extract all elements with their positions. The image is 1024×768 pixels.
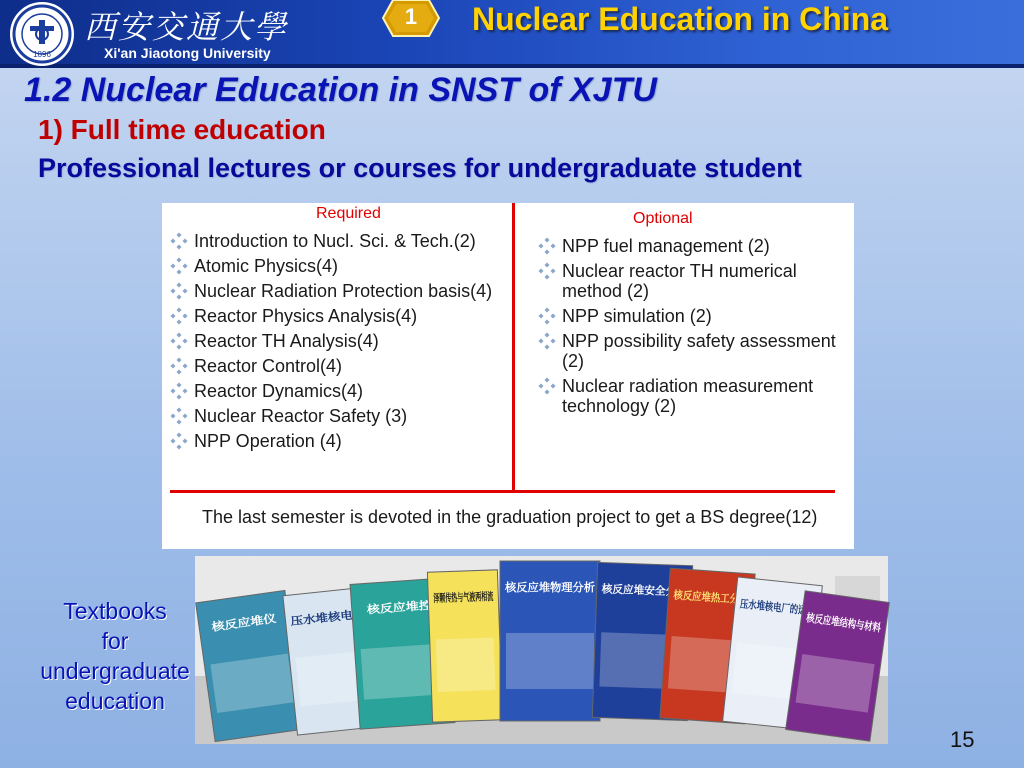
optional-course-list xyxy=(538,236,838,421)
diamond-bullet-icon xyxy=(172,284,186,298)
badge-number: 1 xyxy=(404,4,418,29)
optional-label: Nuclear radiation measurement technology (2) xyxy=(562,376,814,416)
header-divider xyxy=(0,64,1024,68)
diamond-bullet-icon xyxy=(540,239,554,253)
diamond-bullet-icon xyxy=(172,434,186,448)
required-item xyxy=(170,431,510,451)
textbook-title: 核反应堆安全分析 xyxy=(601,582,690,599)
optional-item xyxy=(538,236,838,256)
required-item xyxy=(170,406,510,426)
caption-line: for xyxy=(101,628,129,654)
optional-header: Optional xyxy=(633,210,693,227)
optional-label: NPP possibility safety assessment (2) xyxy=(562,331,836,371)
row-divider xyxy=(170,490,835,493)
textbook-cover xyxy=(500,561,600,721)
diamond-bullet-icon xyxy=(540,264,554,278)
textbook-title: 核反应堆控 xyxy=(366,599,423,617)
required-label: Reactor Dynamics(4) xyxy=(194,381,364,401)
diamond-bullet-icon xyxy=(172,384,186,398)
textbook-covers xyxy=(195,556,906,744)
graduation-note: The last semester is devoted in the graduation project to get a BS degree(12) xyxy=(202,507,818,527)
optional-item xyxy=(538,376,838,416)
required-item xyxy=(170,381,510,401)
column-divider xyxy=(512,203,515,491)
diamond-bullet-icon xyxy=(172,309,186,323)
page-number: 15 xyxy=(950,727,975,752)
diamond-bullet-icon xyxy=(172,259,186,273)
caption-line: Textbooks xyxy=(63,598,167,624)
required-label: Introduction to Nucl. Sci. & Tech.(2) xyxy=(194,231,476,251)
optional-item xyxy=(538,306,838,326)
university-name-en: Xi'an Jiaotong University xyxy=(104,45,271,61)
optional-item xyxy=(538,261,838,301)
optional-label: NPP fuel management (2) xyxy=(562,236,770,256)
caption-line: undergraduate xyxy=(40,658,190,684)
textbook-title: 压水堆核电厂的运行 xyxy=(739,597,840,621)
optional-label: NPP simulation (2) xyxy=(562,306,712,326)
required-label: Reactor TH Analysis(4) xyxy=(194,331,379,351)
diamond-bullet-icon xyxy=(540,309,554,323)
required-course-list xyxy=(170,231,510,456)
required-label: Reactor Physics Analysis(4) xyxy=(194,306,418,326)
required-label: Atomic Physics(4) xyxy=(194,256,339,276)
optional-label: Nuclear reactor TH numerical method (2) xyxy=(562,261,797,301)
textbook-title: 核反应堆物理分析 xyxy=(505,581,593,594)
textbooks-caption xyxy=(12,596,218,716)
required-item xyxy=(170,231,510,251)
subheading: 1) Full time education xyxy=(38,114,326,145)
required-label: Reactor Control(4) xyxy=(194,356,343,376)
optional-item xyxy=(538,331,838,371)
section-title: 1.2 Nuclear Education in SNST of XJTU xyxy=(24,71,657,109)
subtitle: Professional lectures or courses for undergraduate student xyxy=(38,153,802,183)
course-table xyxy=(162,203,854,549)
required-item xyxy=(170,256,510,276)
textbook-title: 泽颗传热与气液两相流 xyxy=(433,588,544,606)
textbook-cover xyxy=(427,570,544,722)
required-header: Required xyxy=(316,205,381,222)
header-title: Nuclear Education in China xyxy=(472,1,889,37)
logo-year: 1896 xyxy=(33,50,51,59)
required-item xyxy=(170,306,510,326)
required-item xyxy=(170,281,510,301)
required-label: Nuclear Radiation Protection basis(4) xyxy=(194,281,493,301)
required-item xyxy=(170,331,510,351)
textbook-title: 核反应堆结构与材料 xyxy=(805,611,906,638)
textbooks-photo xyxy=(195,556,906,744)
diamond-bullet-icon xyxy=(540,379,554,393)
textbook-title: 核反应堆仪 xyxy=(210,613,268,634)
university-logo xyxy=(10,2,74,66)
textbook-title: 核反应堆热工分析 xyxy=(673,588,762,608)
diamond-bullet-icon xyxy=(172,234,186,248)
diamond-bullet-icon xyxy=(540,334,554,348)
caption-line: education xyxy=(65,688,165,714)
diamond-bullet-icon xyxy=(172,359,186,373)
university-name-cn: 西安交通大學 xyxy=(84,8,289,46)
required-label: Nuclear Reactor Safety (3) xyxy=(194,406,408,426)
required-label: NPP Operation (4) xyxy=(194,431,342,451)
textbook-title: 压水堆核电厂 xyxy=(289,608,357,629)
diamond-bullet-icon xyxy=(172,334,186,348)
required-item xyxy=(170,356,510,376)
diamond-bullet-icon xyxy=(172,409,186,423)
